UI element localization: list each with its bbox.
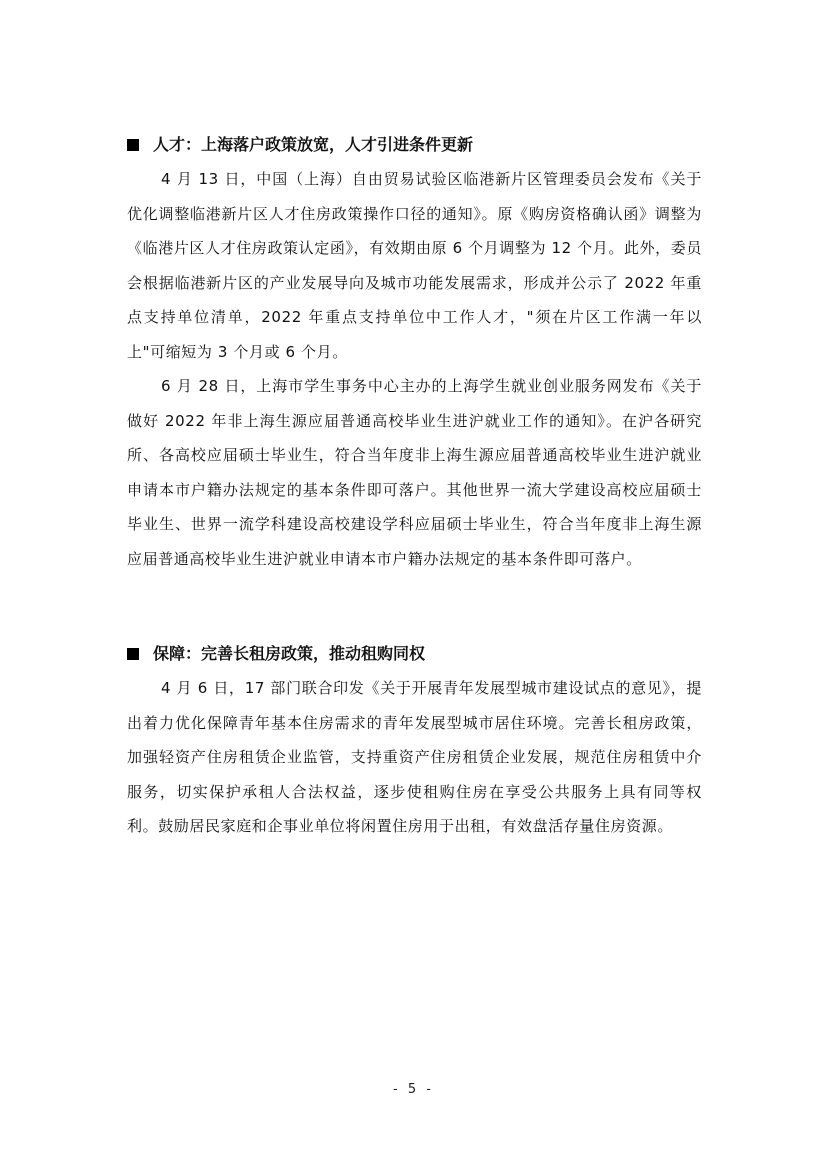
section-heading <box>127 132 702 158</box>
paragraph: 4 月 6 日，17 部门联合印发《关于开展青年发展型城市建设试点的意见》，提出着力优化保障青年基本住房需求的青年发展型城市居住环境。完善长租房政策，加强轻资产住房租赁企业监管，支持重资产住房租赁企业发展，规范住房租赁中介服务，切实保护承租人合法权益，逐步使租购住房在享受公共服务上具有同等权利。鼓励居民家庭和企事业单位将闲置住房用于出租，有效盘活存量住房资源。 <box>127 679 702 835</box>
page-number: - 5 - <box>393 1082 434 1097</box>
section-heading-text: 人才：上海落户政策放宽，人才引进条件更新 <box>153 135 474 154</box>
section-talent <box>127 132 702 576</box>
paragraph: 6 月 28 日，上海市学生事务中心主办的上海学生就业创业服务网发布《关于做好 2022 年非上海生源应届普通高校毕业生进沪就业工作的通知》。在沪各研究所、各高校应届硕士毕业生，符合当年度非上海生源应届普通高校毕业生进沪就业申请本市户籍办法规定的基本条件即可落户。其他世界一流大学建设高校应届硕士毕业生、世界一流学科建设高校建设学科应届硕士毕业生，符合当年度非上海生源应届普通高校毕业生进沪就业申请本市户籍办法规定的基本条件即可落户。 <box>127 377 702 568</box>
section-heading-text: 保障：完善长租房政策，推动租购同权 <box>153 644 426 663</box>
square-bullet-icon <box>127 139 139 151</box>
section-heading <box>127 641 702 667</box>
paragraph: 4 月 13 日，中国（上海）自由贸易试验区临港新片区管理委员会发布《关于优化调整临港新片区人才住房政策操作口径的通知》。原《购房资格确认函》调整为《临港片区人才住房政策认定函》，有效期由原 6 个月调整为 12 个月。此外，委员会根据临港新片区的产业发展导向及城市功能发展需求，形成并公示了 2022 年重点支持单位清单，2022 年重点支持单位中工作人才，"须在片区工作满一年以上"可缩短为 3 个月或 6 个月。 <box>127 170 702 361</box>
section-security <box>127 641 702 844</box>
square-bullet-icon <box>127 648 139 660</box>
